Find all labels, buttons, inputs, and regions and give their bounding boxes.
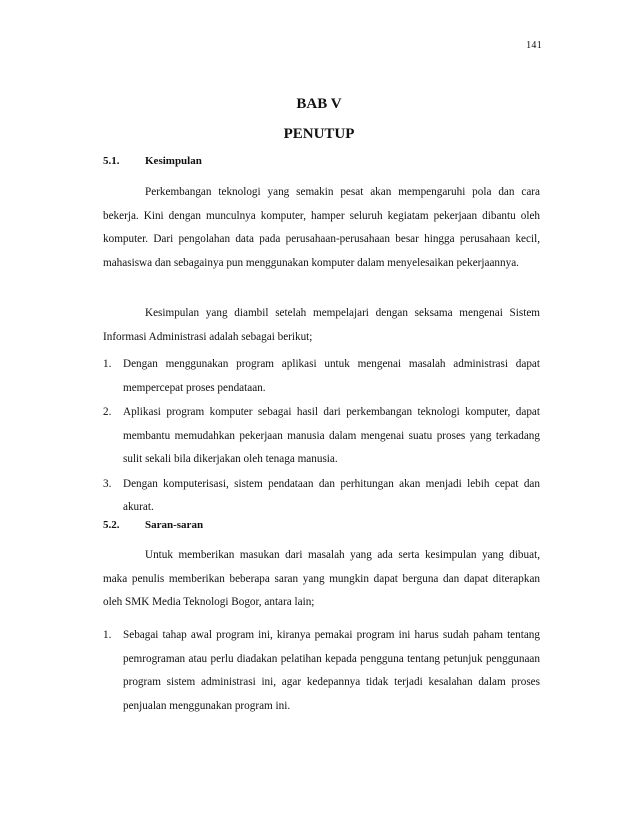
section-title: Kesimpulan xyxy=(145,155,202,167)
list-marker: 1. xyxy=(103,358,112,370)
section-number: 5.2. xyxy=(103,519,120,531)
section-heading-kesimpulan xyxy=(103,155,202,167)
paragraph: Untuk memberikan masukan dari masalah yang ada serta kesimpulan yang dibuat, maka penulis memberikan beberapa saran yang mungkin dapat berguna dan dapat diterapkan oleh SMK Media Teknologi Bogor, antara lain; xyxy=(103,549,540,608)
list-item-text: Dengan komputerisasi, sistem pendataan dan perhitungan akan menjadi lebih cepat dan akurat. xyxy=(123,477,540,513)
list-item xyxy=(103,473,540,520)
list-item-text: Sebagai tahap awal program ini, kiranya pemakai program ini harus sudah paham tentang pemrograman atau perlu diadakan pelatihan kepada pengguna tentang petunjuk penggunaan program sistem administrasi ini, agar kedepannya tidak terjadi kesalahan dalam proses penjualan menggunakan program ini. xyxy=(123,629,540,712)
section-number: 5.1. xyxy=(103,155,120,167)
list-item xyxy=(103,353,540,400)
paragraph: Perkembangan teknologi yang semakin pesat akan mempengaruhi pola dan cara bekerja. Kini dengan munculnya komputer, hamper seluruh kegiatam pekerjaan dibantu oleh komputer. Dari pengolahan data pada perusahaan-perusahaan besar hingga perusahaan kecil, mahasiswa dan sebagainya pun menggunakan komputer dalam menyelesaikan pekerjaannya. xyxy=(103,186,540,269)
chapter-label: BAB V xyxy=(296,96,342,112)
list-marker: 3. xyxy=(103,477,112,490)
list-item-text: Aplikasi program komputer sebagai hasil dari perkembangan teknologi komputer, dapat membantu memudahkan pekerjaan manusia dalam mengenai suatu proses yang terkadang sulit sekali bila dikerjakan oleh tenaga manusia. xyxy=(123,406,540,465)
suggestion-list xyxy=(103,624,540,719)
section-heading-saran xyxy=(103,519,203,531)
section-title: Saran-saran xyxy=(145,519,204,531)
chapter-title: PENUTUP xyxy=(283,126,355,142)
list-item xyxy=(103,624,540,718)
list-marker: 2. xyxy=(103,406,112,418)
list-marker: 1. xyxy=(103,629,112,641)
conclusion-list xyxy=(103,353,540,521)
list-item-text: Dengan menggunakan program aplikasi untuk mengenai masalah administrasi dapat mempercepat proses pendataan. xyxy=(123,358,540,394)
page-number: 141 xyxy=(526,40,542,51)
paragraph: Kesimpulan yang diambil setelah mempelajari dengan seksama mengenai Sistem Informasi Administrasi adalah sebagai berikut; xyxy=(103,307,540,343)
list-item xyxy=(103,401,540,472)
